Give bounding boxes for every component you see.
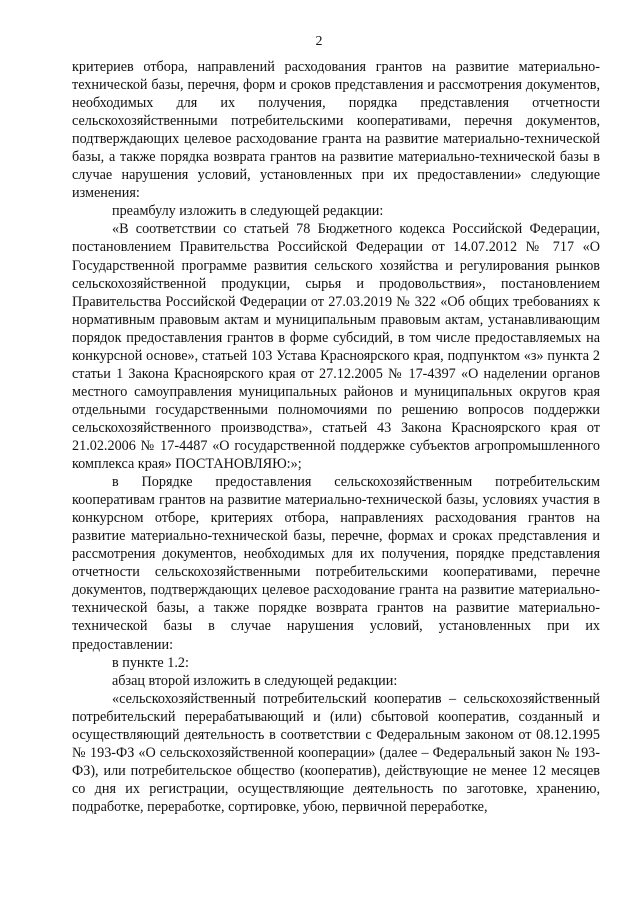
document-body: [72, 58, 600, 816]
paragraph-clause-reference: в пункте 1.2:: [112, 654, 189, 671]
paragraph-procedure-changes: в Порядке предоставления сельскохозяйственным потребительским кооперативам грантов на развитие материально-технической базы, условиях участия в конкурсном отборе, критериях отбора, направлениях расходования грантов на развитие материально-технической базы, перечне, формах и сроках представления и рассмотрения документов, необходимых для их получения, порядке представления отчетности сельскохозяйственными потребительскими кооперативами, перечне документов, подтверждающих целевое расходование гранта на развитие материально-технической базы, а также порядке возврата грантов на развитие материально-технической базы в случае нарушения условий, установленных при их предоставлении:: [72, 474, 600, 653]
paragraph-preamble-text: «В соответствии со статьей 78 Бюджетного кодекса Российской Федерации, постановлением Правительства Российской Федерации от 14.07.2012 № 717 «О Государственной программе развития сельского хозяйства и регулирования рынков сельскохозяйственной продукции, сырья и продовольствия», постановлением Правительства Российской Федерации от 27.03.2019 № 322 «Об общих требованиях к нормативным правовым актам и муниципальным правовым актам, устанавливающим порядок предоставления грантов в форме субсидий, в том числе предоставляемых на конкурсной основе», статьей 103 Устава Красноярского края, подпунктом «з» пункта 2 статьи 1 Закона Красноярского края от 27.12.2005 № 17-4397 «О наделении органов местного самоуправления муниципальных районов и муниципальных округов края отдельными государственными полномочиями по решению вопросов поддержки сельскохозяйственного производства», статьей 43 Закона Красноярского края от 21.02.2006 № 17-4487 «О государственной поддержке субъектов агропромышленного комплекса края» ПОСТАНОВЛЯЮ:»;: [72, 221, 600, 473]
paragraph-preamble-instruction: преамбулу изложить в следующей редакции:: [112, 203, 384, 220]
paragraph-continuation: критериев отбора, направлений расходования грантов на развитие материально-технической базы, перечня, форм и сроков представления и рассмотрения документов, необходимых для их получения, порядка представления отчетности сельскохозяйственными потребительскими кооперативами, перечня документов, подтверждающих целевое расходование гранта на развитие материально-технической базы, а также порядка возврата грантов на развитие материально-технической базы в случае нарушения условий, установленных при их предоставлении» следующие изменения:: [72, 59, 600, 202]
paragraph-second-paragraph-instruction: абзац второй изложить в следующей редакции:: [112, 672, 398, 689]
paragraph-cooperative-definition: «сельскохозяйственный потребительский кооператив – сельскохозяйственный потребительский перерабатывающий и (или) сбытовой кооператив, созданный и осуществляющий деятельность в соответствии с Федеральным законом от 08.12.1995 № 193-ФЗ «О сельскохозяйственной кооперации» (далее – Федеральный закон № 193-ФЗ), или потребительское общество (кооператив), действующие не менее 12 месяцев со дня их регистрации, осуществляющие деятельность по заготовке, хранению, подработке, переработке, сортировке, убою, первичной переработке,: [72, 690, 600, 815]
page-number: 2: [315, 34, 323, 49]
